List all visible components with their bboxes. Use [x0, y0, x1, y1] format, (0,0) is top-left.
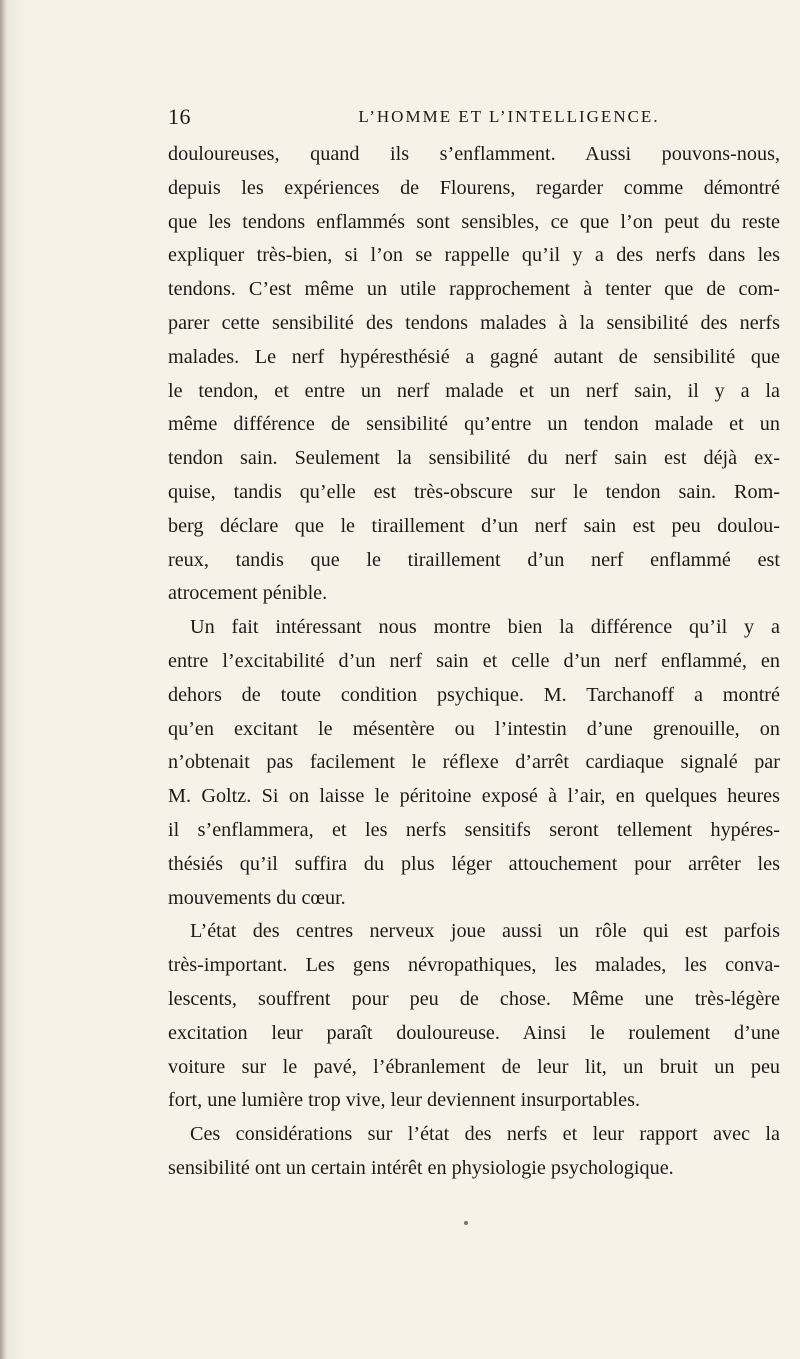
text-line: berg déclare que le tiraillement d’un nerf sain est peu doulou-	[168, 514, 780, 537]
text-line: reux, tandis que le tiraillement d’un nerf enflammé est	[168, 548, 780, 571]
text-line: M. Goltz. Si on laisse le péritoine exposé à l’air, en quelques heures	[168, 785, 780, 808]
paragraph-end-line: atrocement pénible.	[168, 582, 328, 605]
paragraph-start-line: Ces considérations sur l’état des nerfs et leur rapport avec la	[190, 1123, 780, 1146]
running-head: L’HOMME ET L’INTELLIGENCE.	[358, 107, 660, 126]
page-binding-edge	[0, 0, 6, 1359]
text-line: malades. Le nerf hypéresthésié a gagné autant de sensibilité que	[168, 345, 780, 368]
text-line: excitation leur paraît douloureuse. Ainsi le roulement d’une	[168, 1021, 780, 1044]
text-line: depuis les expériences de Flourens, regarder comme démontré	[168, 176, 780, 199]
text-line: quise, tandis qu’elle est très-obscure sur le tendon sain. Rom-	[168, 480, 780, 503]
text-line: n’obtenait pas facilement le réflexe d’arrêt cardiaque signalé par	[168, 751, 780, 774]
text-line: dehors de toute condition psychique. M. Tarchanoff a montré	[168, 683, 780, 706]
text-line: même différence de sensibilité qu’entre un tendon malade et un	[168, 413, 780, 436]
paragraph-end-line: sensibilité ont un certain intérêt en physiologie psychologique.	[168, 1156, 674, 1179]
body-text	[168, 138, 780, 1186]
text-line: il s’enflammera, et les nerfs sensitifs seront tellement hypéres-	[168, 818, 780, 841]
text-line: très-important. Les gens névropathiques, les malades, les conva-	[168, 954, 780, 977]
paragraph-end-line: fort, une lumière trop vive, leur deviennent insurportables.	[168, 1089, 641, 1112]
text-line: tendons. C’est même un utile rapprochement à tenter que de com-	[168, 278, 780, 301]
text-line: expliquer très-bien, si l’on se rappelle qu’il y a des nerfs dans les	[168, 244, 780, 267]
text-line: douloureuses, quand ils s’enflamment. Aussi pouvons-nous,	[168, 143, 780, 165]
paragraph-end-line: mouvements du cœur.	[168, 886, 346, 909]
paragraph-start-line: Un fait intéressant nous montre bien la différence qu’il y a	[190, 616, 780, 639]
text-line: qu’en excitant le mésentère ou l’intestin d’une grenouille, on	[168, 717, 780, 740]
page-header	[168, 104, 780, 134]
text-line: thésiés qu’il suffira du plus léger attouchement pour arrêter les	[168, 852, 780, 875]
text-line: le tendon, et entre un nerf malade et un nerf sain, il y a la	[168, 379, 780, 402]
text-line: lescents, souffrent pour peu de chose. Même une très-légère	[168, 987, 780, 1010]
page-number: 16	[168, 104, 191, 129]
paragraph-start-line: L’état des centres nerveux joue aussi un rôle qui est parfois	[190, 920, 780, 943]
text-line: voiture sur le pavé, l’ébranlement de leur lit, un bruit un peu	[168, 1055, 780, 1078]
ink-speck	[464, 1221, 468, 1225]
text-line: tendon sain. Seulement la sensibilité du nerf sain est déjà ex-	[168, 447, 780, 470]
text-line: entre l’excitabilité d’un nerf sain et celle d’un nerf enflammé, en	[168, 649, 780, 672]
text-line: parer cette sensibilité des tendons malades à la sensibilité des nerfs	[168, 311, 780, 334]
text-line: que les tendons enflammés sont sensibles, ce que l’on peut du reste	[168, 210, 780, 233]
